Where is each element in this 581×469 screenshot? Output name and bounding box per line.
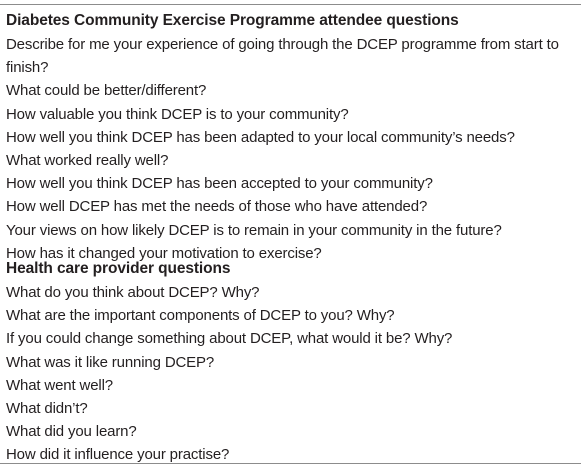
attendee-section-heading: Diabetes Community Exercise Programme attendee questions — [6, 12, 459, 29]
attendee-question: What could be better/different? — [6, 82, 207, 100]
provider-question: What do you think about DCEP? Why? — [6, 284, 260, 301]
provider-question: How did it influence your practise? — [6, 446, 230, 464]
provider-question: What didn’t? — [6, 400, 88, 418]
attendee-question: How well you think DCEP has been accepted to your community? — [6, 175, 433, 193]
provider-question: What went well? — [6, 376, 113, 394]
attendee-question: How has it changed your motivation to exercise? — [6, 244, 322, 262]
provider-question: What did you learn? — [6, 423, 137, 441]
attendee-questions-section — [6, 9, 578, 265]
provider-question: What was it like running DCEP? — [6, 353, 215, 371]
provider-section-heading: Health care provider questions — [6, 260, 231, 277]
attendee-question: How valuable you think DCEP is to your community? — [6, 105, 349, 123]
provider-question: If you could change something about DCEP, what would it be? Why? — [6, 330, 453, 348]
table-bottom-rule — [0, 463, 581, 464]
attendee-question: Describe for me your experience of going through the DCEP programme from start to finish? — [6, 36, 559, 77]
attendee-question: What worked really well? — [6, 152, 169, 170]
attendee-question: How well you think DCEP has been adapted to your local community’s needs? — [6, 128, 515, 146]
provider-question: What are the important components of DCEP to you? Why? — [6, 307, 395, 325]
attendee-question: Your views on how likely DCEP is to remain in your community in the future? — [6, 221, 502, 239]
provider-questions-section — [6, 257, 578, 467]
attendee-question: How well DCEP has met the needs of those who have attended? — [6, 198, 428, 216]
table-top-rule — [0, 4, 581, 5]
